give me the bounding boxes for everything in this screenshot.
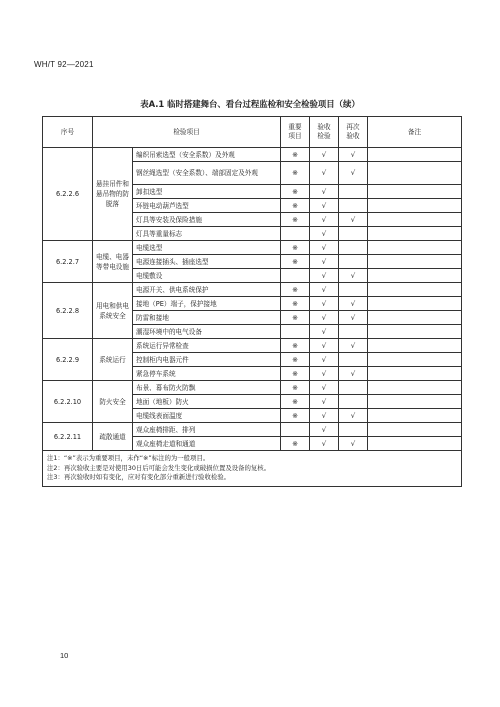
important-mark: ※	[281, 311, 310, 325]
important-mark	[281, 325, 310, 339]
inspection-item: 灯具等安装及保险措施	[133, 213, 281, 227]
remark-cell	[368, 185, 462, 199]
section-number: 6.2.2.6	[43, 148, 93, 241]
remark-cell	[368, 311, 462, 325]
table-header-row	[43, 117, 462, 148]
table-body	[43, 148, 462, 451]
recheck-mark	[339, 185, 368, 199]
important-mark: ※	[281, 437, 310, 451]
important-mark: ※	[281, 409, 310, 423]
acceptance-mark: √	[310, 409, 339, 423]
acceptance-mark: √	[310, 185, 339, 199]
important-mark: ※	[281, 367, 310, 381]
important-mark: ※	[281, 283, 310, 297]
header-recheck: 再次 验收	[339, 117, 368, 148]
remark-cell	[368, 437, 462, 451]
header-seq: 序号	[43, 117, 93, 148]
inspection-item: 灯具等重量标志	[133, 227, 281, 241]
important-mark: ※	[281, 339, 310, 353]
remark-cell	[368, 409, 462, 423]
remark-cell	[368, 395, 462, 409]
recheck-mark	[339, 227, 368, 241]
table-row	[43, 283, 462, 297]
acceptance-mark: √	[310, 395, 339, 409]
remark-cell	[368, 241, 462, 255]
inspection-item: 控制柜内电器元件	[133, 353, 281, 367]
recheck-mark: √	[339, 213, 368, 227]
acceptance-mark: √	[310, 297, 339, 311]
remark-cell	[368, 199, 462, 213]
notes-row	[43, 451, 462, 487]
recheck-mark	[339, 395, 368, 409]
inspection-item: 电缆敷设	[133, 269, 281, 283]
acceptance-mark: √	[310, 437, 339, 451]
section-category: 疏散通道	[93, 423, 133, 451]
acceptance-mark: √	[310, 381, 339, 395]
recheck-mark	[339, 325, 368, 339]
remark-cell	[368, 367, 462, 381]
note-line: 注3：再次验收时如有变化，应对有变化部分重新进行验收检验。	[47, 473, 231, 481]
important-mark: ※	[281, 381, 310, 395]
recheck-mark: √	[339, 297, 368, 311]
recheck-mark: √	[339, 437, 368, 451]
table-row	[43, 148, 462, 162]
recheck-mark: √	[339, 148, 368, 162]
acceptance-mark: √	[310, 255, 339, 269]
acceptance-mark: √	[310, 148, 339, 162]
inspection-item: 布景、幕布防火防飘	[133, 381, 281, 395]
note-line: 注1：“※”表示为重要项目，未作“※”标注的为一般项目。	[47, 454, 210, 462]
recheck-mark	[339, 353, 368, 367]
inspection-item: 接地（PE）端子，保护接地	[133, 297, 281, 311]
recheck-mark: √	[339, 339, 368, 353]
table-row	[43, 423, 462, 437]
inspection-item: 地面（地板）防火	[133, 395, 281, 409]
inspection-item: 电缆线表面温度	[133, 409, 281, 423]
important-mark: ※	[281, 185, 310, 199]
section-number: 6.2.2.7	[43, 241, 93, 283]
remark-cell	[368, 269, 462, 283]
table-row	[43, 241, 462, 255]
section-number: 6.2.2.8	[43, 283, 93, 339]
inspection-item: 防雷和接地	[133, 311, 281, 325]
recheck-mark	[339, 255, 368, 269]
inspection-item: 观众座椅走道和通道	[133, 437, 281, 451]
section-category: 用电和供电系统安全	[93, 283, 133, 339]
important-mark	[281, 227, 310, 241]
important-mark: ※	[281, 213, 310, 227]
acceptance-mark: √	[310, 162, 339, 185]
remark-cell	[368, 283, 462, 297]
recheck-mark: √	[339, 162, 368, 185]
section-number: 6.2.2.11	[43, 423, 93, 451]
table-title: 表A.1 临时搭建舞台、看台过程监检和安全检验项目（续）	[140, 99, 360, 109]
important-mark: ※	[281, 148, 310, 162]
recheck-mark	[339, 283, 368, 297]
recheck-mark	[339, 381, 368, 395]
acceptance-mark: √	[310, 227, 339, 241]
acceptance-mark: √	[310, 367, 339, 381]
inspection-item: 潮湿环境中的电气设备	[133, 325, 281, 339]
remark-cell	[368, 423, 462, 437]
acceptance-mark: √	[310, 241, 339, 255]
recheck-mark: √	[339, 409, 368, 423]
notes-cell	[43, 451, 462, 487]
section-category: 悬挂吊件和悬吊物的防脱落	[93, 148, 133, 241]
acceptance-mark: √	[310, 269, 339, 283]
important-mark	[281, 269, 310, 283]
inspection-item: 钢丝绳选型（安全系数）、端部固定及外观	[133, 162, 281, 185]
section-category: 系统运行	[93, 339, 133, 381]
section-number: 6.2.2.10	[43, 381, 93, 423]
remark-cell	[368, 353, 462, 367]
section-category: 防火安全	[93, 381, 133, 423]
important-mark: ※	[281, 395, 310, 409]
recheck-mark: √	[339, 311, 368, 325]
inspection-item: 卸扣选型	[133, 185, 281, 199]
inspection-item: 编织吊索选型（安全系数）及外观	[133, 148, 281, 162]
important-mark: ※	[281, 199, 310, 213]
recheck-mark	[339, 241, 368, 255]
remark-cell	[368, 325, 462, 339]
inspection-item: 观众座椅排距、排列	[133, 423, 281, 437]
important-mark: ※	[281, 353, 310, 367]
acceptance-mark: √	[310, 283, 339, 297]
acceptance-mark: √	[310, 213, 339, 227]
inspection-item: 电源连接插头、插座选型	[133, 255, 281, 269]
recheck-mark	[339, 199, 368, 213]
recheck-mark	[339, 423, 368, 437]
important-mark: ※	[281, 255, 310, 269]
table-row	[43, 339, 462, 353]
header-important: 重要 项目	[281, 117, 310, 148]
acceptance-mark: √	[310, 423, 339, 437]
inspection-item: 系统运行异常检查	[133, 339, 281, 353]
acceptance-mark: √	[310, 311, 339, 325]
remark-cell	[368, 297, 462, 311]
inspection-item: 环链电动葫芦选型	[133, 199, 281, 213]
remark-cell	[368, 162, 462, 185]
remark-cell	[368, 213, 462, 227]
remark-cell	[368, 255, 462, 269]
recheck-mark: √	[339, 367, 368, 381]
inspection-item: 紧急停车系统	[133, 367, 281, 381]
inspection-item: 电缆选型	[133, 241, 281, 255]
important-mark	[281, 423, 310, 437]
table-row	[43, 381, 462, 395]
page-number: 10	[60, 651, 69, 660]
note-line: 注2：再次验收主要是对使用30日后可能会发生变化或破损位置及设备的复核。	[47, 463, 271, 472]
acceptance-mark: √	[310, 353, 339, 367]
acceptance-mark: √	[310, 339, 339, 353]
section-number: 6.2.2.9	[43, 339, 93, 381]
remark-cell	[368, 148, 462, 162]
header-item: 检验项目	[93, 117, 281, 148]
important-mark: ※	[281, 162, 310, 185]
important-mark: ※	[281, 241, 310, 255]
document-code: WH/T 92—2021	[34, 60, 94, 69]
header-remark: 备注	[368, 117, 462, 148]
inspection-table	[42, 116, 462, 487]
remark-cell	[368, 339, 462, 353]
remark-cell	[368, 227, 462, 241]
acceptance-mark: √	[310, 199, 339, 213]
remark-cell	[368, 381, 462, 395]
section-category: 电缆、电器等带电设施	[93, 241, 133, 283]
inspection-item: 电源开关、供电系统保护	[133, 283, 281, 297]
important-mark: ※	[281, 297, 310, 311]
acceptance-mark: √	[310, 325, 339, 339]
header-acceptance: 验收 检验	[310, 117, 339, 148]
recheck-mark: √	[339, 269, 368, 283]
